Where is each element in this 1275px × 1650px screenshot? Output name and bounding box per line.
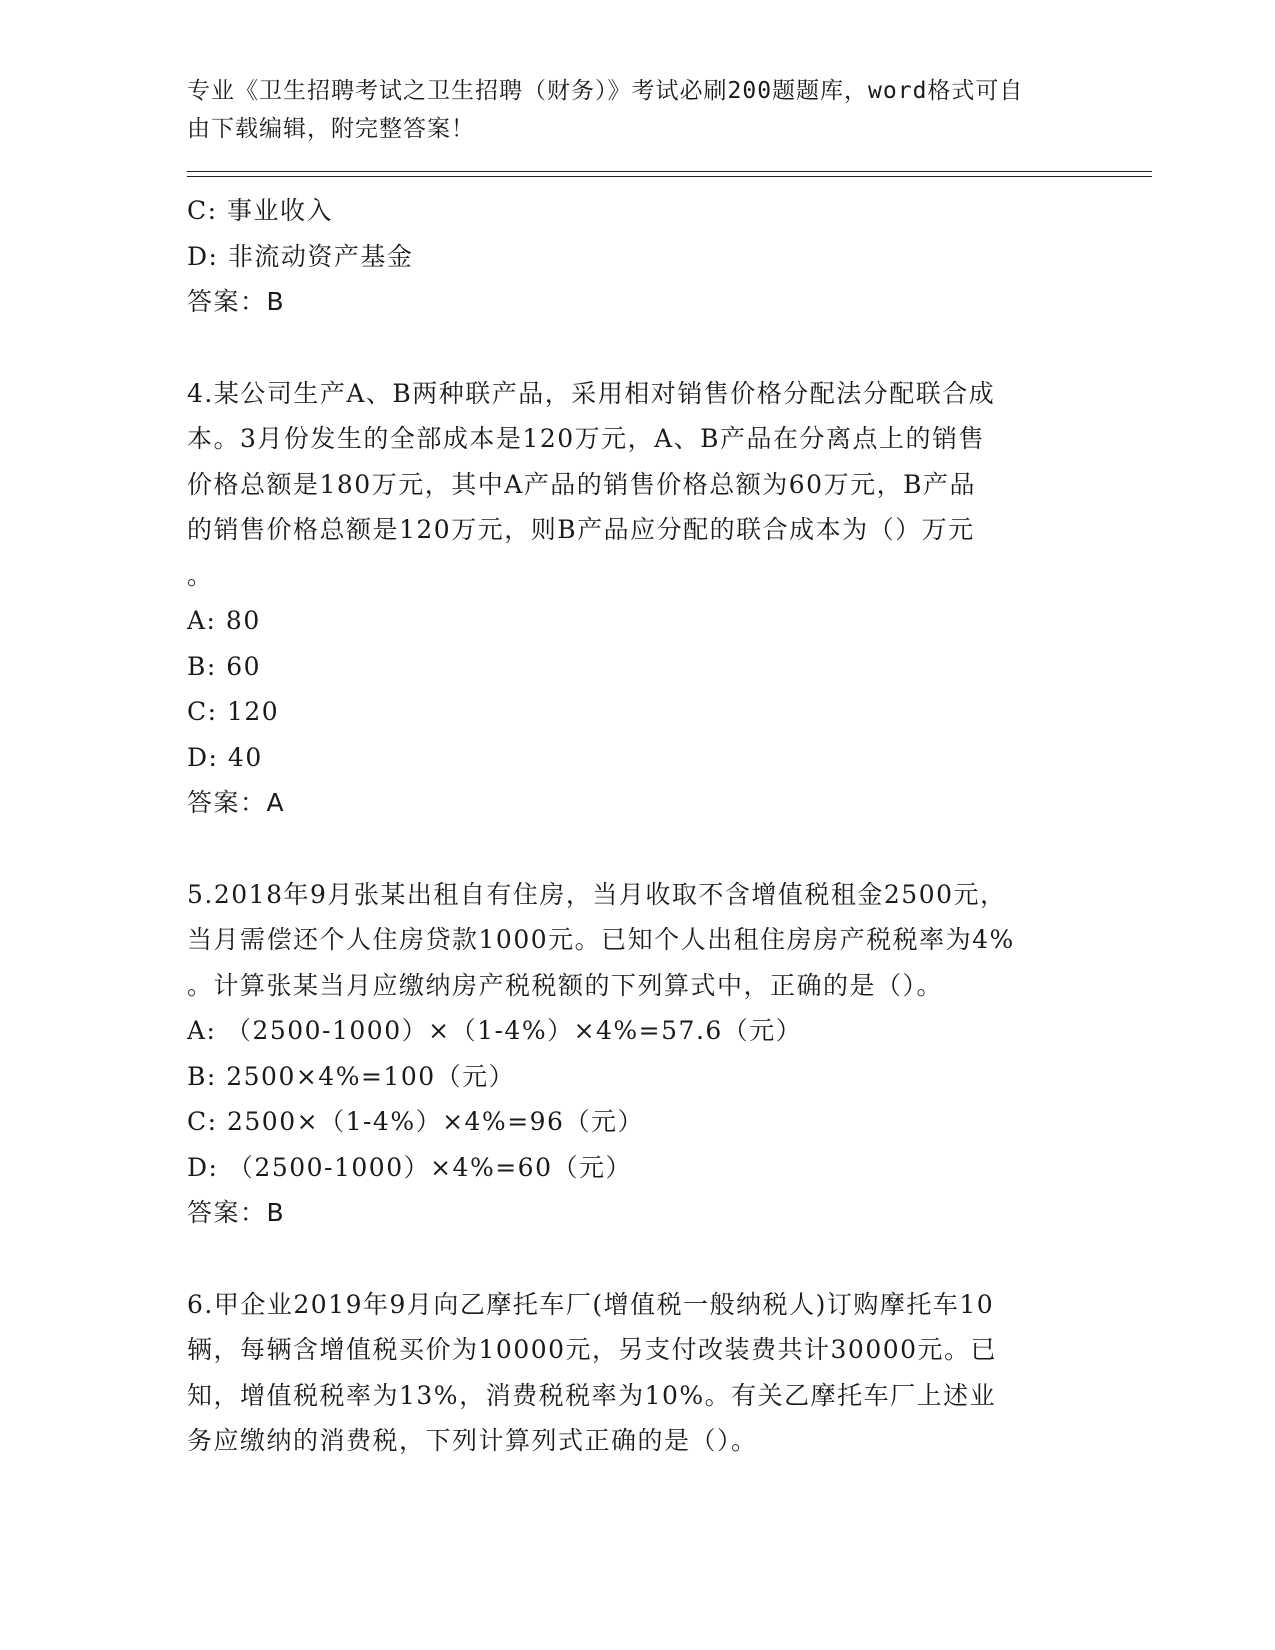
question-6 — [187, 1282, 1087, 1464]
question-stem-line: 本。3月份发生的全部成本是120万元，A、B产品在分离点上的销售 — [187, 424, 986, 453]
question-stem-line: 5.2018年9月张某出租自有住房，当月收取不含增值税租金2500元， — [187, 879, 1007, 909]
page-header — [187, 72, 1067, 148]
question-stem-line: 知，增值税税率为13%，消费税税率为10%。有关乙摩托车厂上述业 — [187, 1380, 997, 1410]
option-b: B: 60 — [187, 651, 262, 681]
question-stem-line: 6.甲企业2019年9月向乙摩托车厂(增值税一般纳税人)订购摩托车10 — [187, 1289, 995, 1319]
question-stem-line: 的销售价格总额是120万元，则B产品应分配的联合成本为（）万元 — [187, 515, 975, 544]
answer: 答案：B — [187, 287, 286, 316]
header-rule-top — [187, 171, 1152, 172]
option-a: A: 80 — [187, 606, 261, 635]
spacer — [187, 1236, 1087, 1282]
question-stem-line: 。 — [187, 560, 214, 590]
answer: 答案：B — [187, 1198, 286, 1227]
question-stem-line: 辆，每辆含增值税买价为10000元，另支付改装费共计30000元。已 — [187, 1335, 998, 1364]
option-a: A: （2500-1000）×（1-4%）×4%=57.6（元） — [187, 1016, 803, 1045]
option-c: C: 事业收入 — [187, 196, 333, 225]
question-5 — [187, 872, 1087, 1236]
question-stem-line: 价格总额是180万元，其中A产品的销售价格总额为60万元，B产品 — [187, 469, 976, 499]
option-c: C: 120 — [187, 697, 280, 726]
question-4 — [187, 371, 1087, 826]
answer: 答案：A — [187, 788, 286, 817]
option-d: D: 非流动资产基金 — [187, 241, 414, 271]
spacer — [187, 325, 1087, 371]
document-body — [187, 188, 1087, 1464]
header-line-1: 专业《卫生招聘考试之卫生招聘（财务）》考试必刷200题题库，word格式可自 — [187, 78, 1024, 104]
header-line-2: 由下载编辑，附完整答案！ — [187, 116, 475, 142]
option-d: D: 40 — [187, 742, 263, 772]
option-b: B: 2500×4%=100（元） — [187, 1061, 516, 1091]
header-rule-bottom — [187, 176, 1152, 177]
question-stem-line: 当月需偿还个人住房贷款1000元。已知个人出租住房房产税税率为4% — [187, 925, 1015, 954]
spacer — [187, 826, 1087, 872]
question-stem-line: 4.某公司生产A、B两种联产品，采用相对销售价格分配法分配联合成 — [187, 378, 996, 408]
option-c: C: 2500×（1-4%）×4%=96（元） — [187, 1107, 644, 1136]
option-d: D: （2500-1000）×4%=60（元） — [187, 1152, 632, 1182]
question-stem-line: 务应缴纳的消费税，下列计算列式正确的是（）。 — [187, 1426, 758, 1455]
question-stem-line: 。计算张某当月应缴纳房产税税额的下列算式中，正确的是（）。 — [187, 970, 944, 1000]
prev-question — [187, 188, 1087, 325]
